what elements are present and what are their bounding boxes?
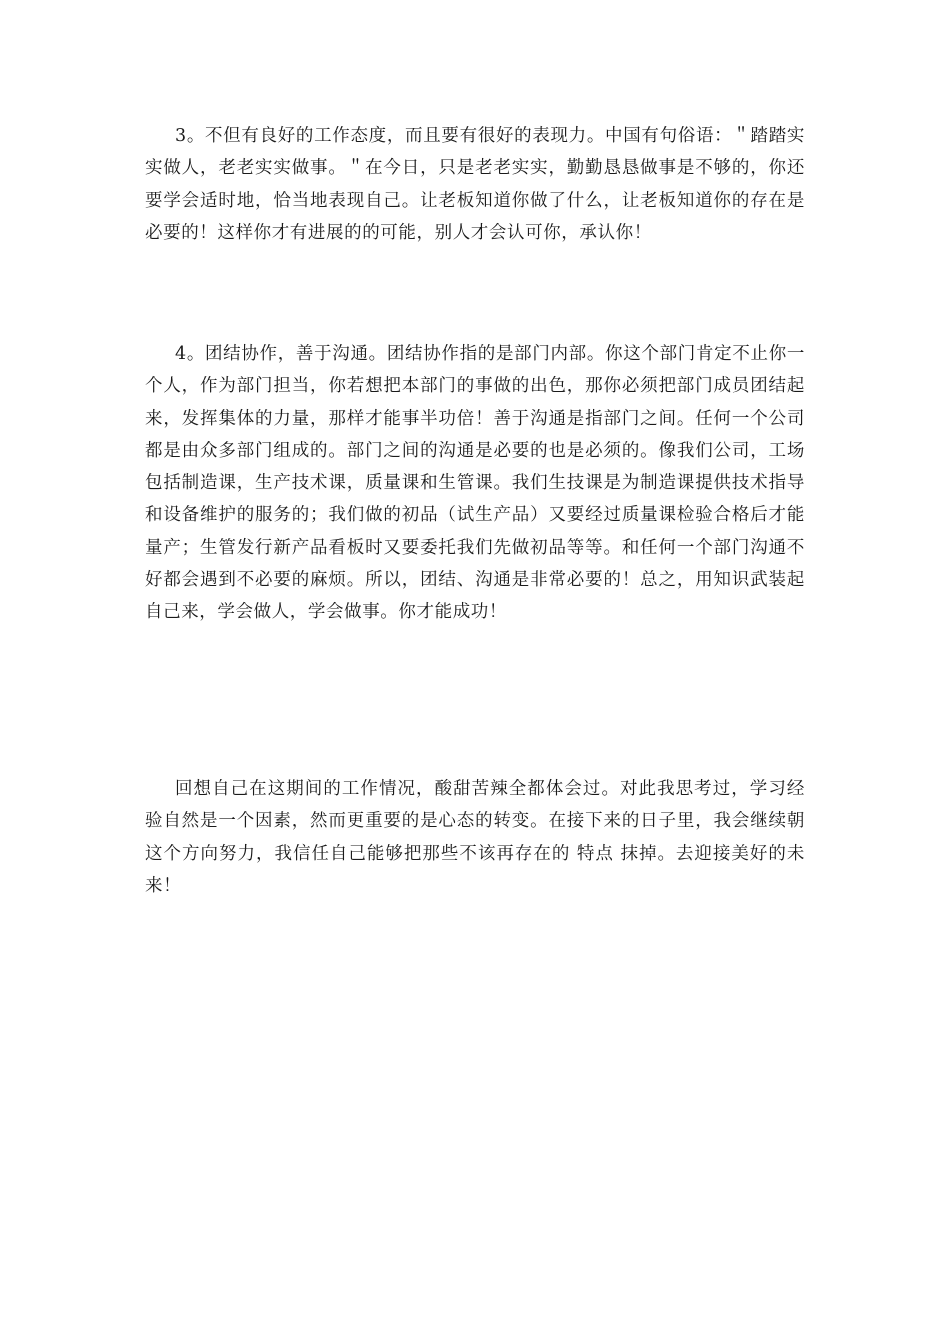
paragraph-reflection: 回想自己在这期间的工作情况，酸甜苦辣全都体会过。对此我思考过，学习经验自然是一个因素，然而更重要的是心态的转变。在接下来的日子里，我会继续朝这个方向努力，我信任自己能够把那些不该再存在的 特点 抹掉。去迎接美好的未来！ — [145, 779, 805, 896]
paragraph-attitude-and-expression: 3。不但有良好的工作态度，而且要有很好的表现力。中国有句俗语：＂踏踏实实做人，老老实实做事。＂在今日，只是老老实实，勤勤恳恳做事是不够的，你还要学会适时地，恰当地表现自己。让老板知道你做了什么，让老板知道你的存在是必要的！这样你才有进展的的可能，别人才会认可你，承认你！ — [145, 126, 805, 243]
paragraph-teamwork-and-communication: 4。团结协作，善于沟通。团结协作指的是部门内部。你这个部门肯定不止你一个人，作为部门担当，你若想把本部门的事做的出色，那你必须把部门成员团结起来，发挥集体的力量，那样才能事半功倍！善于沟通是指部门之间。任何一个公司都是由众多部门组成的。部门之间的沟通是必要的也是必须的。像我们公司，工场包括制造课，生产技术课，质量课和生管课。我们生技课是为制造课提供技术指导和设备维护的服务的；我们做的初品（试生产品）又要经过质量课检验合格后才能量产；生管发行新产品看板时又要委托我们先做初品等等。和任何一个部门沟通不好都会遇到不必要的麻烦。所以，团结、沟通是非常必要的！总之，用知识武装起自己来，学会做人，学会做事。你才能成功！ — [145, 344, 805, 623]
